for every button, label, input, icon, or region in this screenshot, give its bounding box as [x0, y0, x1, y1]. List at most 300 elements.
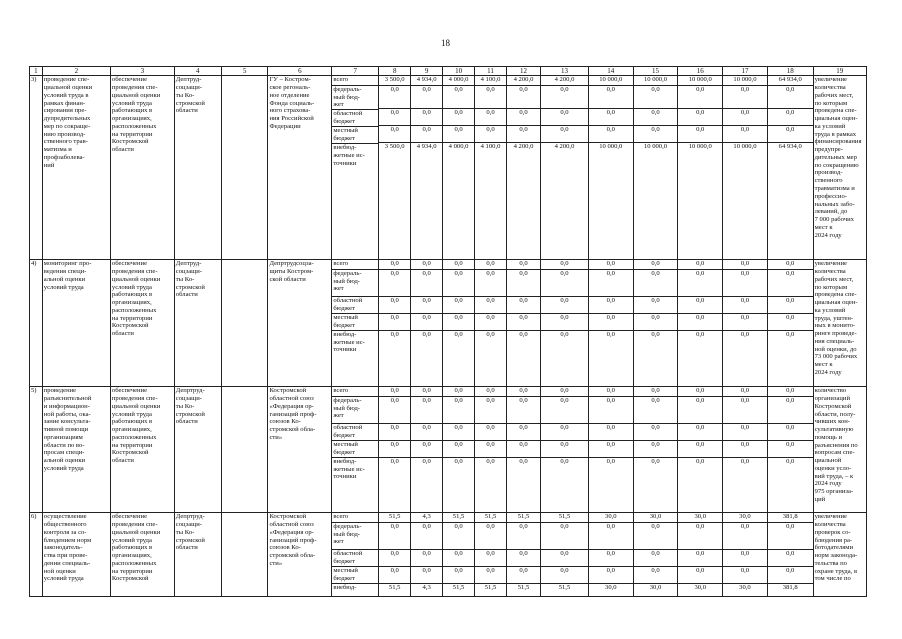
value-row [634, 296, 678, 313]
value-row [589, 269, 633, 296]
value-list [475, 260, 506, 363]
value-list [723, 513, 767, 596]
funding-value: 0,0 [589, 85, 633, 108]
value-row [678, 457, 722, 490]
value-row [768, 566, 813, 583]
value-row [678, 396, 722, 423]
value-row [723, 76, 767, 85]
funding-value: 10 000,0 [723, 76, 767, 85]
value-row [379, 396, 410, 423]
value-row [723, 260, 767, 269]
value-row [678, 387, 722, 396]
funding-value: 0,0 [519, 457, 528, 465]
value-column [506, 387, 540, 513]
funding-value: 51,5 [558, 583, 571, 591]
value-row [723, 142, 767, 175]
funding-value: 4 200,0 [554, 142, 575, 150]
value-column [411, 387, 443, 513]
value-row [475, 142, 506, 175]
value-column [443, 387, 475, 513]
funding-value: 0,0 [507, 423, 540, 440]
expected-result: количество организаций Костромской области, полу- чивших кон- сультативную помощь и разъяснения по вопросам спе- циальной оценки усло- вий труда, – к 2024 году 975 организа- ций [813, 387, 866, 513]
funding-value: 0,0 [507, 85, 540, 108]
funding-value: 0,0 [507, 125, 540, 142]
funding-value: 0,0 [507, 313, 540, 330]
funding-value: 0,0 [723, 549, 767, 566]
value-row [589, 142, 633, 175]
value-row [443, 566, 474, 583]
funding-value: 0,0 [589, 423, 633, 440]
funding-value: 0,0 [475, 125, 506, 142]
value-column [723, 76, 768, 260]
value-row [411, 76, 442, 85]
value-row [411, 330, 442, 363]
value-row [507, 440, 540, 457]
value-list [507, 260, 540, 363]
value-list [589, 76, 633, 175]
funding-value: 0,0 [443, 396, 474, 423]
value-column [443, 513, 475, 597]
value-row [678, 330, 722, 363]
funding-value: 0,0 [475, 549, 506, 566]
value-row [541, 260, 588, 269]
funding-value: 0,0 [379, 387, 410, 396]
funding-value: 0,0 [454, 457, 463, 465]
funding-value: 0,0 [507, 269, 540, 296]
value-row [411, 85, 442, 108]
value-list [768, 260, 813, 363]
value-column [541, 513, 589, 597]
program-table [29, 66, 867, 597]
value-row [541, 142, 588, 175]
value-list [678, 387, 722, 490]
funding-source-label: всего [332, 76, 378, 85]
table-row [30, 76, 867, 260]
activity-name: мониторинг про- ведения специ- альной оценки условий труда [42, 260, 110, 387]
funding-value: 0,0 [634, 125, 678, 142]
funding-source-label: внебюд- жетные ис- точники [333, 457, 365, 481]
funding-value: 0,0 [723, 85, 767, 108]
funding-value: 0,0 [740, 330, 750, 338]
value-row [475, 296, 506, 313]
value-row [507, 423, 540, 440]
value-list [634, 76, 678, 175]
value-row [634, 423, 678, 440]
funding-value: 0,0 [786, 330, 795, 338]
funding-value: 10 000,0 [634, 76, 678, 85]
value-column [633, 76, 678, 260]
column-number-18: 18 [767, 67, 813, 76]
funding-value: 0,0 [507, 387, 540, 396]
funding-value: 0,0 [411, 566, 442, 583]
value-column [633, 260, 678, 387]
funding-value: 0,0 [606, 457, 615, 465]
value-row [634, 76, 678, 85]
funding-value: 0,0 [723, 125, 767, 142]
value-column [723, 387, 768, 513]
value-row [443, 396, 474, 423]
funding-value: 0,0 [723, 522, 767, 549]
funding-value: 0,0 [768, 522, 813, 549]
funding-source-row [332, 457, 378, 490]
expected-result: увеличение количества рабочих мест, по которым проведена спе- циальная оцен- ка условий труда, уштен- ных в монито- ринге проведе- ния специаль- ной оценки, до 73 000 рабочих мест к 2024 году [813, 260, 866, 387]
column-number-11: 11 [475, 67, 507, 76]
funding-value: 0,0 [379, 549, 410, 566]
value-row [411, 549, 442, 566]
funding-value: 0,0 [411, 125, 442, 142]
funding-source-row [332, 583, 378, 596]
value-row [541, 423, 588, 440]
funding-value: 0,0 [589, 549, 633, 566]
value-row [379, 142, 410, 175]
funding-value: 0,0 [411, 440, 442, 457]
value-row [723, 583, 767, 596]
empty-cell [221, 513, 268, 597]
value-row [768, 85, 813, 108]
value-row [541, 296, 588, 313]
responsible-executor: Дептруд- соцзащи- ты Ко- стромской области [174, 260, 221, 387]
value-row [541, 583, 588, 596]
funding-value: 3 500,0 [379, 76, 410, 85]
value-row [634, 330, 678, 363]
value-row [411, 125, 442, 142]
column-number-15: 15 [633, 67, 678, 76]
funding-value: 0,0 [379, 85, 410, 108]
column-number-16: 16 [678, 67, 723, 76]
funding-value: 0,0 [634, 108, 678, 125]
value-list [589, 260, 633, 363]
value-row [634, 387, 678, 396]
funding-value: 0,0 [768, 549, 813, 566]
value-row [379, 423, 410, 440]
funding-source-row [332, 440, 378, 457]
value-row [443, 85, 474, 108]
funding-value: 0,0 [634, 296, 678, 313]
expected-result: увеличение количества рабочих мест, по которым проведена спе- циальная оцен- ка условий труда в рамках финансирования предупре- дительных мер по сокращению производ- ственного травматизма и профессио- нальных забо- леваний, до 7 000 рабочих мест к 2024 году [813, 76, 866, 260]
value-row [475, 522, 506, 549]
value-row [723, 387, 767, 396]
funding-value: 0,0 [634, 396, 678, 423]
funding-value: 0,0 [589, 108, 633, 125]
funding-value: 0,0 [411, 549, 442, 566]
funding-value: 0,0 [696, 457, 705, 465]
value-row [443, 440, 474, 457]
funding-value: 0,0 [768, 566, 813, 583]
value-row [411, 142, 442, 175]
funding-value: 3 500,0 [384, 142, 405, 150]
value-row [475, 566, 506, 583]
funding-value: 51,5 [475, 513, 506, 522]
funding-source-row [332, 127, 378, 144]
value-row [507, 513, 540, 522]
value-row [411, 269, 442, 296]
value-row [634, 583, 678, 596]
value-column [588, 387, 633, 513]
value-list [678, 76, 722, 175]
funding-value: 0,0 [723, 396, 767, 423]
value-row [379, 566, 410, 583]
value-column [379, 260, 411, 387]
value-row [379, 387, 410, 396]
funding-value: 0,0 [634, 423, 678, 440]
value-row [507, 313, 540, 330]
value-row [723, 423, 767, 440]
value-row [411, 513, 442, 522]
value-row [443, 457, 474, 490]
funding-value: 0,0 [411, 260, 442, 269]
value-row [723, 457, 767, 490]
value-row [475, 330, 506, 363]
funding-value: 30,0 [589, 513, 633, 522]
funding-value: 0,0 [589, 260, 633, 269]
value-row [634, 440, 678, 457]
funding-value: 0,0 [678, 396, 722, 423]
value-row [411, 108, 442, 125]
funding-value: 0,0 [634, 440, 678, 457]
funding-value: 0,0 [443, 440, 474, 457]
funding-value: 0,0 [541, 313, 588, 330]
value-column [767, 513, 813, 597]
funding-value: 0,0 [507, 549, 540, 566]
funding-value: 0,0 [390, 457, 399, 465]
value-row [411, 296, 442, 313]
expected-result: увеличение количества проверок со- блюдения ра- ботодателями норм законода- тельства по охране труда, в том числе по [813, 513, 866, 597]
value-row [443, 549, 474, 566]
empty-cell [221, 387, 268, 513]
value-row [541, 396, 588, 423]
value-list [634, 387, 678, 490]
column-number-19: 19 [813, 67, 866, 76]
funding-source-row [332, 313, 378, 330]
value-row [678, 423, 722, 440]
funding-source-row [332, 423, 378, 440]
value-row [411, 396, 442, 423]
value-row [475, 513, 506, 522]
value-row [678, 313, 722, 330]
funding-value: 0,0 [379, 108, 410, 125]
funding-source-row [332, 144, 378, 177]
funding-value: 0,0 [379, 566, 410, 583]
funding-value: 0,0 [507, 566, 540, 583]
funding-sources-list [332, 260, 378, 363]
value-list [723, 76, 767, 175]
funding-value: 0,0 [443, 387, 474, 396]
value-row [541, 269, 588, 296]
value-row [678, 260, 722, 269]
funding-value: 30,0 [634, 513, 678, 522]
funding-value: 10 000,0 [589, 76, 633, 85]
funding-value: 0,0 [541, 549, 588, 566]
funding-value: 0,0 [589, 125, 633, 142]
value-column [475, 513, 507, 597]
funding-value: 0,0 [507, 108, 540, 125]
participant: Костромской областной союз «Федерация ор- ганизаций проф- союзов Ко- стромской обла- сти» [268, 513, 332, 597]
funding-value: 51,5 [541, 513, 588, 522]
value-row [541, 313, 588, 330]
funding-value: 0,0 [443, 125, 474, 142]
value-row [443, 513, 474, 522]
funding-value: 0,0 [443, 85, 474, 108]
funding-value: 30,0 [605, 583, 617, 591]
funding-value: 4 100,0 [475, 76, 506, 85]
funding-source-label: федераль- ный бюд- жет [332, 269, 378, 296]
funding-value: 0,0 [651, 330, 660, 338]
value-row [475, 260, 506, 269]
funding-value: 0,0 [606, 330, 615, 338]
value-row [678, 513, 722, 522]
value-row [411, 387, 442, 396]
value-row [507, 566, 540, 583]
funding-source-row [332, 396, 378, 423]
value-row [678, 522, 722, 549]
value-row [443, 76, 474, 85]
value-row [634, 522, 678, 549]
funding-value: 0,0 [678, 440, 722, 457]
funding-value: 0,0 [507, 296, 540, 313]
value-list [768, 513, 813, 596]
value-row [589, 549, 633, 566]
funding-sources-list [332, 76, 378, 176]
value-row [443, 108, 474, 125]
value-list [443, 260, 474, 363]
value-column [475, 76, 507, 260]
funding-value: 0,0 [541, 85, 588, 108]
value-row [475, 85, 506, 108]
funding-value: 0,0 [678, 269, 722, 296]
funding-value: 0,0 [678, 296, 722, 313]
value-list [379, 76, 410, 175]
value-column [411, 513, 443, 597]
value-row [507, 260, 540, 269]
value-list [723, 260, 767, 363]
value-row [443, 583, 474, 596]
value-row [589, 313, 633, 330]
value-row [678, 85, 722, 108]
value-list [475, 76, 506, 175]
value-column [588, 513, 633, 597]
value-row [379, 125, 410, 142]
value-row [541, 76, 588, 85]
funding-source-row [332, 387, 378, 396]
value-row [678, 549, 722, 566]
funding-value: 0,0 [390, 330, 399, 338]
funding-source-row [332, 522, 378, 549]
value-column [411, 260, 443, 387]
value-row [589, 423, 633, 440]
funding-value: 0,0 [634, 269, 678, 296]
value-column [767, 76, 813, 260]
funding-source-row [332, 76, 378, 85]
value-row [723, 513, 767, 522]
activity-goal: обеспечение проведения спе- циальной оценки условий труда работающих в организациях, расположенных на территории Костромской [110, 513, 174, 597]
column-number-13: 13 [541, 67, 589, 76]
funding-source-label: внебюд- жетные ис- точники [333, 330, 365, 354]
funding-value: 0,0 [379, 440, 410, 457]
funding-value: 0,0 [443, 269, 474, 296]
responsible-executor: Депртруд- соцзащи- ты Ко- стромской области [174, 387, 221, 513]
value-column [633, 387, 678, 513]
value-list [541, 76, 588, 175]
funding-value: 0,0 [379, 522, 410, 549]
value-row [411, 313, 442, 330]
funding-source-label: внебюд- жетные ис- точники [333, 144, 365, 167]
funding-value: 0,0 [589, 566, 633, 583]
value-row [379, 85, 410, 108]
funding-value: 0,0 [589, 522, 633, 549]
empty-cell [221, 76, 268, 260]
value-row [634, 313, 678, 330]
value-row [411, 566, 442, 583]
funding-value: 0,0 [768, 269, 813, 296]
value-row [678, 125, 722, 142]
value-row [768, 423, 813, 440]
value-row [678, 269, 722, 296]
funding-value: 0,0 [541, 260, 588, 269]
value-row [507, 583, 540, 596]
funding-value: 0,0 [411, 396, 442, 423]
funding-value: 0,0 [723, 108, 767, 125]
value-row [443, 522, 474, 549]
value-row [541, 566, 588, 583]
value-row [411, 583, 442, 596]
funding-value: 0,0 [589, 440, 633, 457]
funding-value: 0,0 [589, 387, 633, 396]
funding-value: 0,0 [379, 313, 410, 330]
value-row [507, 125, 540, 142]
funding-source-label: местный бюджет [332, 313, 378, 330]
funding-value: 381,8 [768, 513, 813, 522]
value-row [475, 440, 506, 457]
value-row [379, 108, 410, 125]
funding-value: 0,0 [678, 566, 722, 583]
value-list [589, 513, 633, 596]
value-row [541, 108, 588, 125]
funding-value: 0,0 [443, 549, 474, 566]
funding-value: 0,0 [507, 396, 540, 423]
activity-name: проведение спе- циальной оценки условий труда в рамках финан- сирования пре- дупредительных мер по сокраще- нию производ- ственного трав- матизма и профзаболева- ний [42, 76, 110, 260]
funding-value: 0,0 [411, 522, 442, 549]
row-number: 3) [30, 76, 43, 260]
funding-value: 0,0 [541, 522, 588, 549]
column-number-12: 12 [506, 67, 540, 76]
funding-value: 0,0 [541, 296, 588, 313]
value-row [379, 457, 410, 490]
value-row [589, 76, 633, 85]
funding-source-label: местный бюджет [332, 440, 378, 457]
value-row [768, 522, 813, 549]
value-row [589, 108, 633, 125]
value-row [541, 513, 588, 522]
funding-value: 0,0 [475, 313, 506, 330]
value-row [475, 108, 506, 125]
value-row [475, 269, 506, 296]
value-row [723, 125, 767, 142]
funding-value: 0,0 [454, 330, 463, 338]
value-row [768, 76, 813, 85]
value-list [678, 513, 722, 596]
value-row [723, 522, 767, 549]
value-row [768, 513, 813, 522]
funding-value: 51,5 [517, 583, 530, 591]
funding-value: 0,0 [696, 330, 705, 338]
funding-source-label: федераль- ный бюд- жет [332, 85, 378, 109]
funding-value: 0,0 [678, 260, 722, 269]
value-row [589, 260, 633, 269]
funding-value: 0,0 [422, 330, 431, 338]
funding-value: 0,0 [507, 440, 540, 457]
funding-value: 0,0 [379, 296, 410, 313]
row-number: 4) [30, 260, 43, 387]
